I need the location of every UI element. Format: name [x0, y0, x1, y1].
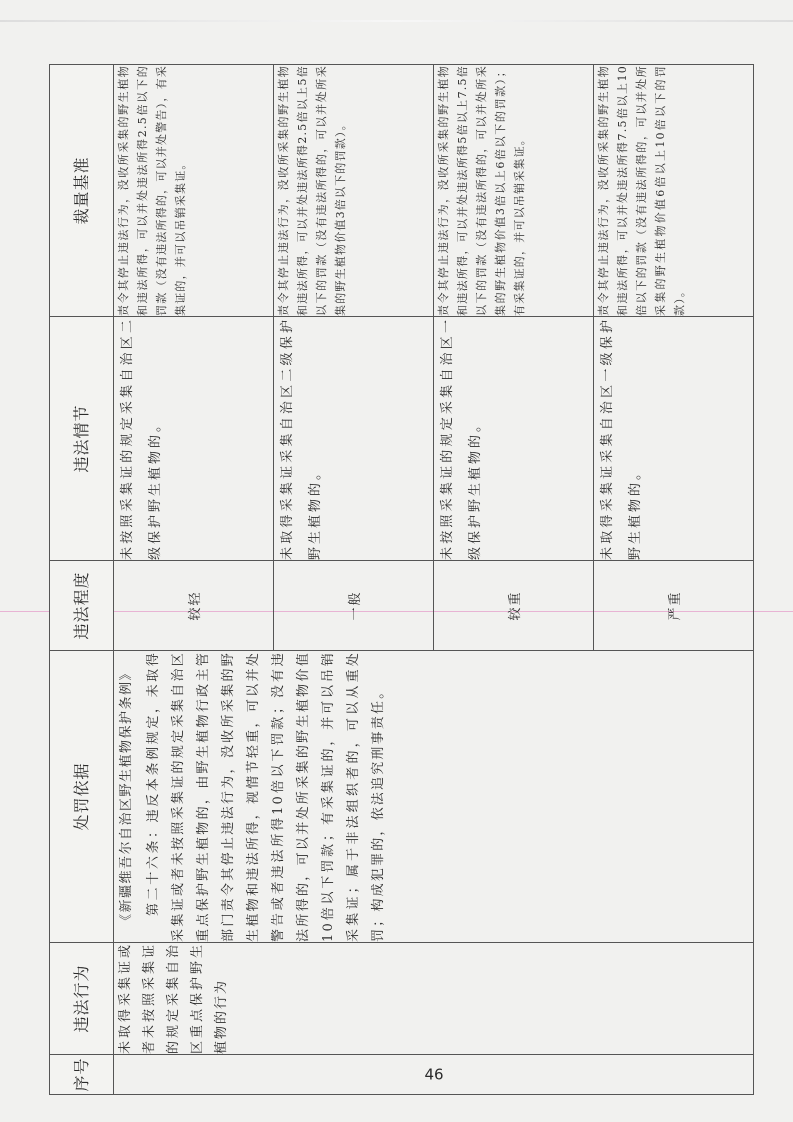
table-header-row [50, 65, 114, 1095]
circumstance-level-4: 未取得采集证采集自治区一级保护野生植物的。 [594, 317, 754, 561]
degree-level-3: 较重 [434, 561, 594, 651]
circumstance-level-2: 未取得采集证采集自治区二级保护野生植物的。 [274, 317, 434, 561]
standard-level-4: 责令其停止违法行为，没收所采集的野生植物和违法所得，可以并处违法所得7.5倍以上10倍以下的罚款（没有违法所得的，可以并处所采集的野生植物价值6倍以上10倍以下的罚款）。 [594, 65, 754, 317]
table-row [114, 65, 274, 1095]
standard-level-3: 责令其停止违法行为，没收所采集的野生植物和违法所得，可以并处违法所得5倍以上7.5倍以下的罚款（没有违法所得的，可以并处所采集的野生植物价值3倍以上6倍以下的罚款）；有采集证的，并可以吊销采集证。 [434, 65, 594, 317]
scan-edge [0, 20, 793, 22]
row-behavior: 未取得采集证或者未按照采集证的规定采集自治区重点保护野生植物的行为 [114, 943, 754, 1055]
row-seq-number: 46 [423, 1065, 444, 1084]
standard-level-2: 责令其停止违法行为，没收所采集的野生植物和违法所得，可以并处违法所得2.5倍以上5倍以下的罚款（没有违法所得的，可以并处所采集的野生植物价值3倍以下的罚款）。 [274, 65, 434, 317]
degree-level-1: 较轻 [114, 561, 274, 651]
header-seq: 序号 [50, 1055, 114, 1095]
degree-level-2: 一般 [274, 561, 434, 651]
penalty-discretion-table [49, 64, 754, 1095]
rotated-document-page [49, 65, 753, 1095]
header-behavior: 违法行为 [50, 943, 114, 1055]
standard-level-1: 责令其停止违法行为，没收所采集的野生植物和违法所得，可以并处违法所得2.5倍以下的罚款（没有违法所得的，可以并处警告），有采集证的，并可以吊销采集证。 [114, 65, 274, 317]
degree-level-4: 严重 [594, 561, 754, 651]
header-standard: 裁量基准 [50, 65, 114, 317]
circumstance-level-3: 未按照采集证的规定采集自治区一级保护野生植物的。 [434, 317, 594, 561]
row-seq-cell [114, 1055, 754, 1095]
basis-law-title: 《新疆维吾尔自治区野生植物保护条例》 [119, 666, 134, 928]
header-circumstances: 违法情节 [50, 317, 114, 561]
row-basis [114, 651, 754, 943]
circumstance-level-1: 未按照采集证的规定采集自治区二级保护野生植物的。 [114, 317, 274, 561]
basis-article-text: 第二十六条：违反本条例规定，未取得采集证或者未按照采集证的规定采集自治区重点保护野生植物的，由野生植物行政主管部门责令其停止违法行为，没收所采集的野生植物和违法所得，视情节轻重，可以并处警告或者违法所得10倍以下罚款；没有违法所得的，可以并处所采集的野生植物价值10倍以下罚款；有采集证的，并可以吊销采集证；属于非法组织者的，可以从重处罚；构成犯罪的，依法追究刑事责任。 [146, 651, 386, 942]
header-basis: 处罚依据 [50, 651, 114, 943]
header-degree: 违法程度 [50, 561, 114, 651]
